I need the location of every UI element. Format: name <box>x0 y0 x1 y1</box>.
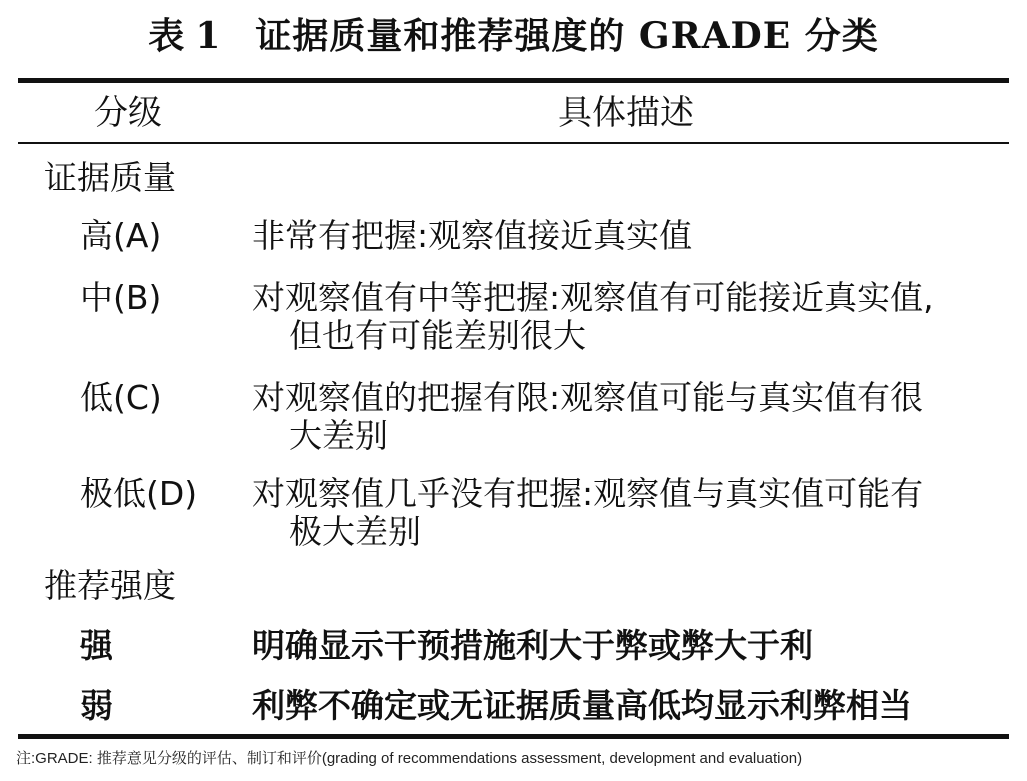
grade-moderate: 中(B) <box>80 278 162 317</box>
bottom-rule <box>18 734 1009 739</box>
description-line: 利弊不确定或无证据质量高低均显示利弊相当 <box>252 686 912 725</box>
description-line: 非常有把握:观察值接近真实值 <box>252 216 693 255</box>
header-description: 具体描述 <box>558 93 694 133</box>
table-title-text: 证据质量和推荐强度的 GRADE 分类 <box>255 15 879 57</box>
description-line: 明确显示干预措施利大于弊或弊大于利 <box>252 626 813 665</box>
description-line-continued: 但也有可能差别很大 <box>289 316 586 355</box>
grade-very-low: 极低(D) <box>80 474 198 513</box>
grade-high: 高(A) <box>80 216 162 255</box>
table-label: 表 <box>148 15 186 57</box>
description-line-continued: 极大差别 <box>289 512 421 551</box>
description-very-low <box>252 475 1012 551</box>
description-line: 对观察值有中等把握:观察值有可能接近真实值, <box>252 278 934 317</box>
description-line: 对观察值的把握有限:观察值可能与真实值有很 <box>252 378 924 417</box>
grade-weak: 弱 <box>80 686 113 725</box>
description-weak <box>252 687 1012 725</box>
description-line-continued: 大差别 <box>289 416 388 455</box>
header-grade: 分级 <box>94 93 162 133</box>
top-rule <box>18 78 1009 83</box>
description-moderate <box>252 279 1012 355</box>
grade-low: 低(C) <box>80 378 162 417</box>
description-line: 对观察值几乎没有把握:观察值与真实值可能有 <box>252 474 924 513</box>
description-low <box>252 379 1012 455</box>
section-evidence-quality: 证据质量 <box>44 158 176 197</box>
table-footnote: 注:GRADE: 推荐意见分级的评估、制订和评价(grading of recommendations assessment, development and evaluation) <box>16 750 803 767</box>
table-number: 1 <box>195 15 222 57</box>
section-recommendation-strength: 推荐强度 <box>44 566 176 605</box>
description-high <box>252 217 1012 255</box>
grade-strong: 强 <box>80 626 113 665</box>
header-rule <box>18 142 1009 144</box>
table-title <box>0 14 1027 58</box>
description-strong <box>252 627 1012 665</box>
